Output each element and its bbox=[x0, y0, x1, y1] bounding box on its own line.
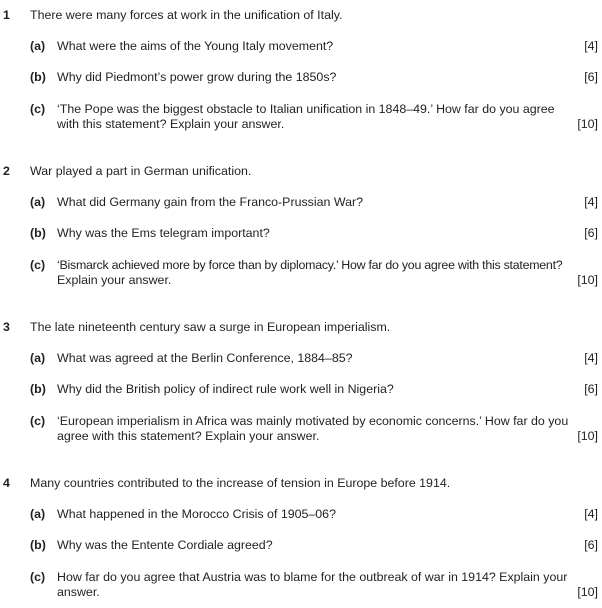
marks: [10] bbox=[577, 117, 598, 131]
part-text-line-1: ‘The Pope was the biggest obstacle to Italian unification in 1848–49.’ How far do you agree bbox=[57, 102, 555, 116]
part-text: Why did the British policy of indirect rule work well in Nigeria? bbox=[57, 382, 394, 396]
part-label: (a) bbox=[30, 39, 46, 53]
part-label: (b) bbox=[30, 382, 46, 396]
part-text-line-2: answer. bbox=[57, 585, 100, 599]
part-text-line-2: Explain your answer. bbox=[57, 273, 172, 287]
question-stem: Many countries contributed to the increase of tension in Europe before 1914. bbox=[30, 476, 451, 490]
part-text-line-1: ‘European imperialism in Africa was mainly motivated by economic concerns.’ How far do you bbox=[57, 414, 569, 428]
marks: [6] bbox=[584, 382, 598, 396]
part-label: (c) bbox=[30, 570, 46, 584]
part-text: Why was the Entente Cordiale agreed? bbox=[57, 538, 273, 552]
part-label: (b) bbox=[30, 226, 46, 240]
part-label: (c) bbox=[30, 102, 46, 116]
marks: [10] bbox=[577, 585, 598, 599]
part-text: Why was the Ems telegram important? bbox=[57, 226, 270, 240]
part-label: (b) bbox=[30, 70, 46, 84]
marks: [4] bbox=[584, 351, 598, 365]
marks: [10] bbox=[577, 429, 598, 443]
part-text: Why did Piedmont’s power grow during the 1850s? bbox=[57, 70, 337, 84]
marks: [4] bbox=[584, 507, 598, 521]
part-text-line-2: agree with this statement? Explain your answer. bbox=[57, 429, 320, 443]
marks: [4] bbox=[584, 195, 598, 209]
marks: [6] bbox=[584, 226, 598, 240]
part-text: What happened in the Morocco Crisis of 1905–06? bbox=[57, 507, 336, 521]
part-text: What was agreed at the Berlin Conference, 1884–85? bbox=[57, 351, 353, 365]
marks: [6] bbox=[584, 538, 598, 552]
question-number: 1 bbox=[3, 8, 10, 22]
part-label: (a) bbox=[30, 351, 46, 365]
part-label: (a) bbox=[30, 507, 46, 521]
part-label: (c) bbox=[30, 258, 46, 272]
question-stem: War played a part in German unification. bbox=[30, 164, 252, 178]
question-stem: The late nineteenth century saw a surge in European imperialism. bbox=[30, 320, 391, 334]
part-text: What were the aims of the Young Italy movement? bbox=[57, 39, 334, 53]
question-number: 2 bbox=[3, 164, 10, 178]
marks: [4] bbox=[584, 39, 598, 53]
question-stem: There were many forces at work in the unification of Italy. bbox=[30, 8, 343, 22]
question-number: 3 bbox=[3, 320, 10, 334]
part-text-line-1: ‘Bismarck achieved more by force than by diplomacy.’ How far do you agree with this statement? bbox=[57, 258, 563, 272]
question-number: 4 bbox=[3, 476, 10, 490]
marks: [6] bbox=[584, 70, 598, 84]
part-text-line-1: How far do you agree that Austria was to blame for the outbreak of war in 1914? Explain your bbox=[57, 570, 568, 584]
part-label: (a) bbox=[30, 195, 46, 209]
part-label: (b) bbox=[30, 538, 46, 552]
marks: [10] bbox=[577, 273, 598, 287]
part-text-line-2: with this statement? Explain your answer. bbox=[57, 117, 285, 131]
part-text: What did Germany gain from the Franco-Prussian War? bbox=[57, 195, 363, 209]
part-label: (c) bbox=[30, 414, 46, 428]
